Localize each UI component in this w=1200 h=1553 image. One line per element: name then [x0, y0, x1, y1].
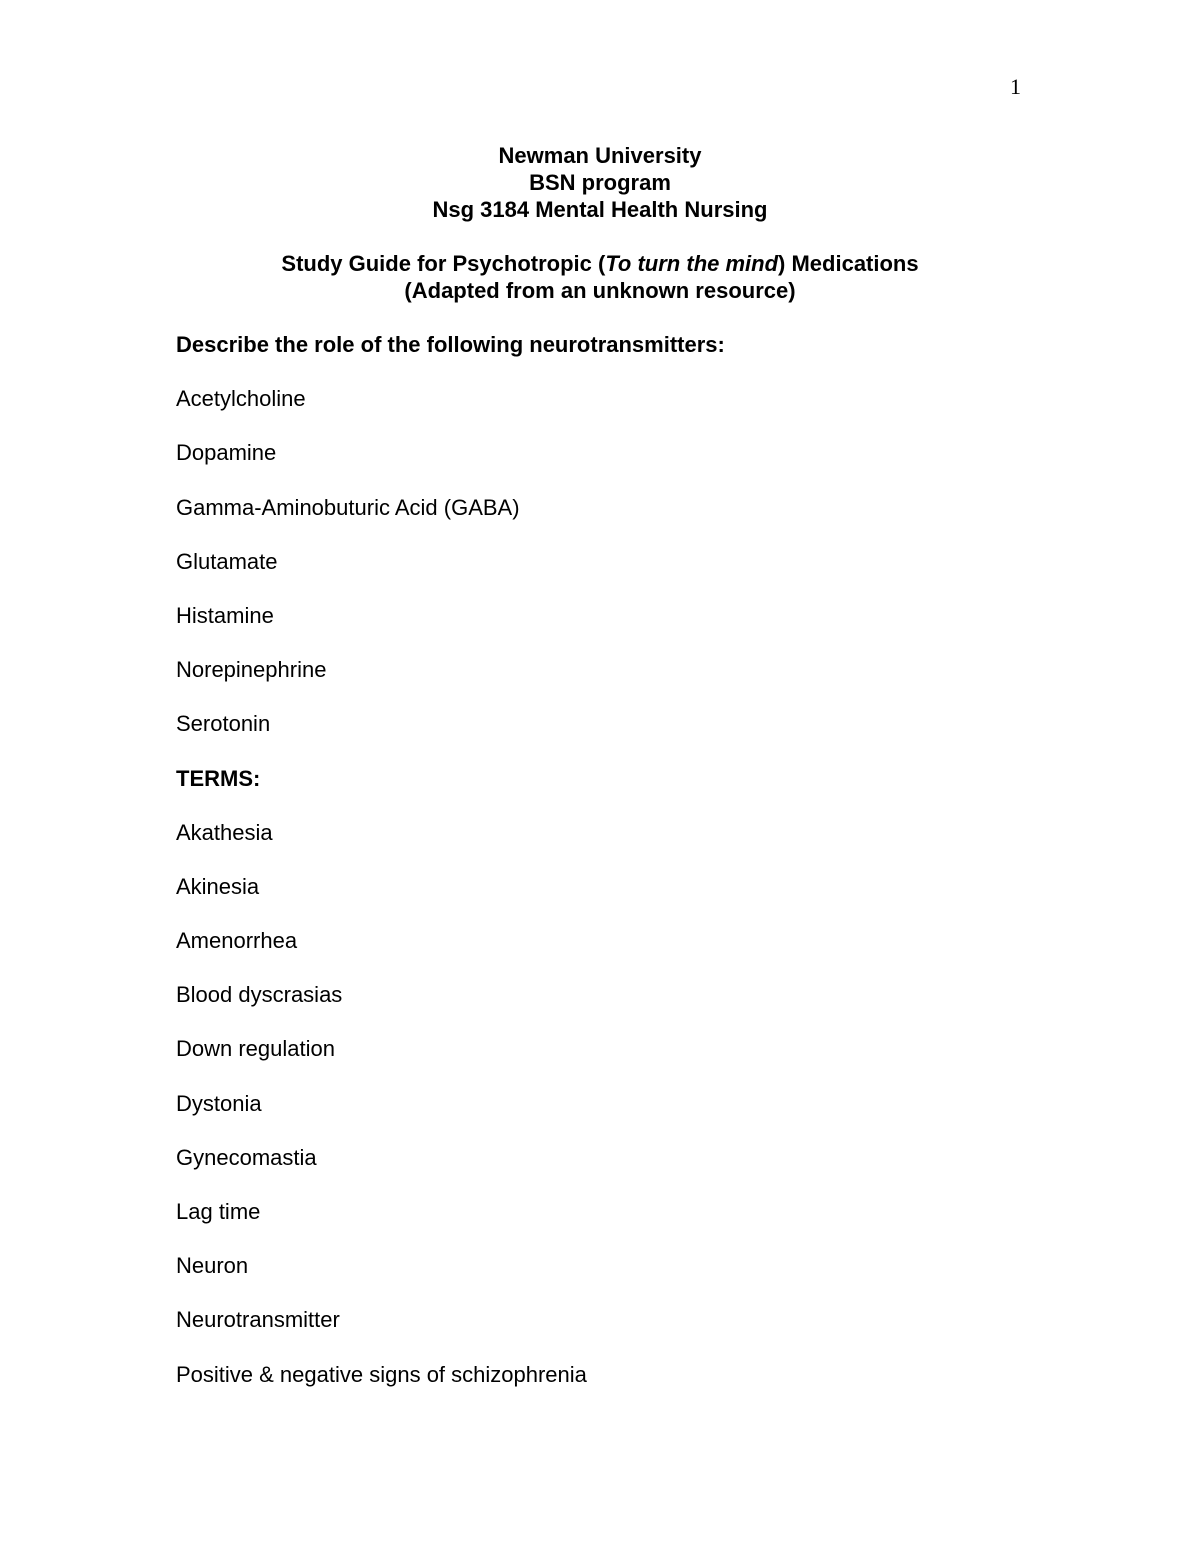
term-item: Neuron: [176, 1253, 249, 1279]
term-item: Dystonia: [176, 1090, 262, 1116]
neurotransmitter-item: Glutamate: [176, 548, 278, 574]
title-italic-phrase: To turn the mind: [605, 251, 779, 276]
term-item: Down regulation: [176, 1036, 335, 1062]
program-name: BSN program: [529, 170, 671, 195]
document-title: Study Guide for Psychotropic (To turn the mind) Medications: [281, 251, 919, 276]
neurotransmitter-item: Serotonin: [176, 711, 271, 737]
term-item: Gynecomastia: [176, 1144, 317, 1170]
term-item: Lag time: [176, 1199, 261, 1224]
term-item: Akinesia: [176, 873, 260, 899]
neurotransmitter-item: Histamine: [176, 602, 274, 628]
term-item: Positive & negative signs of schizophrenia: [176, 1361, 587, 1387]
term-item: Amenorrhea: [176, 928, 298, 954]
term-item: Akathesia: [176, 819, 273, 845]
neurotransmitter-item: Dopamine: [176, 440, 277, 466]
page-number: 1: [1010, 74, 1021, 99]
document-header: [0, 142, 1200, 304]
neurotransmitters-heading: Describe the role of the following neurotransmitters:: [176, 332, 725, 357]
university-name: Newman University: [498, 143, 702, 168]
term-item: Blood dyscrasias: [176, 982, 343, 1008]
document-body: [176, 331, 725, 1415]
terms-heading: TERMS:: [176, 765, 261, 791]
neurotransmitter-item: Norepinephrine: [176, 657, 327, 683]
neurotransmitter-item: Acetylcholine: [176, 386, 306, 412]
course-name: Nsg 3184 Mental Health Nursing: [432, 197, 768, 222]
term-item: Neurotransmitter: [176, 1307, 340, 1333]
document-subtitle: (Adapted from an unknown resource): [404, 278, 796, 303]
neurotransmitter-item: Gamma-Aminobuturic Acid (GABA): [176, 494, 520, 520]
